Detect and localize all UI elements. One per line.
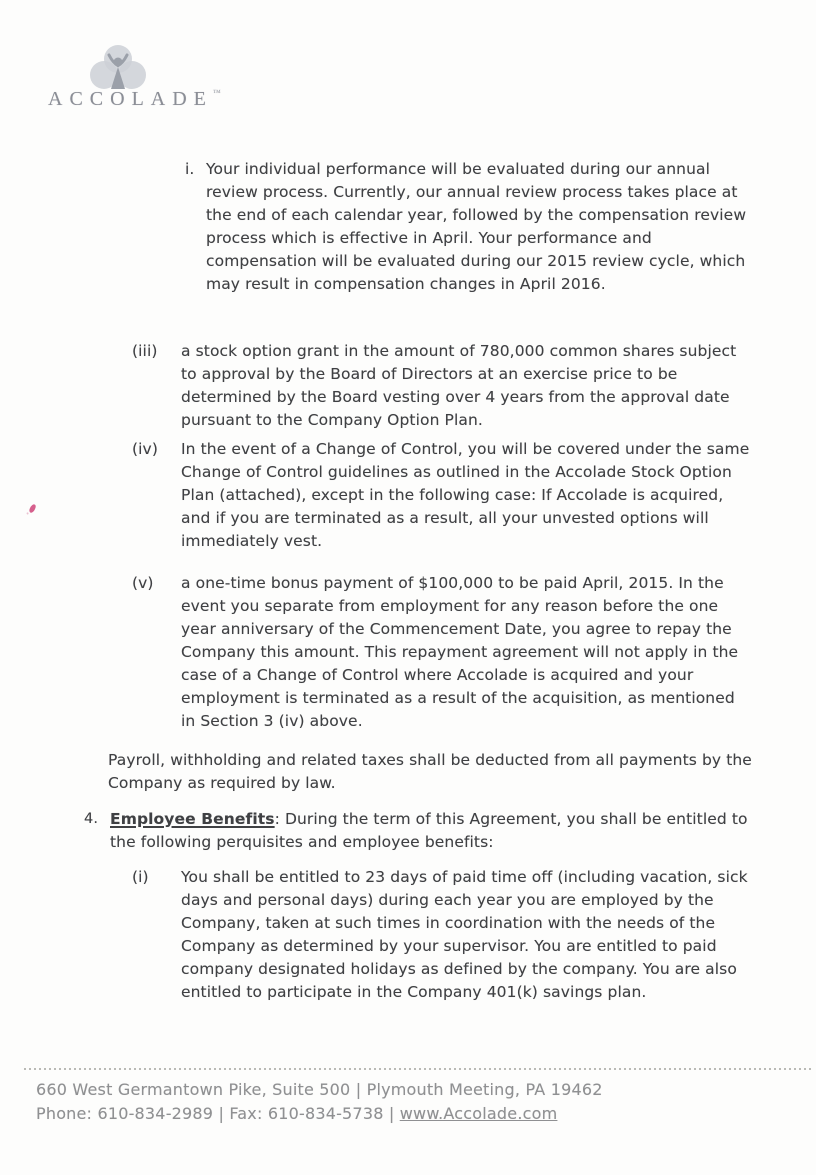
section-4-employee-benefits (84, 808, 756, 854)
list-item-text: Your individual performance will be evaluated during our annual review process. Currently, our annual review process takes place at the end of each calendar year, followed by the compensation review process which is effective in April. Your performance and compensation will be evaluated during our 2015 review cycle, which may result in compensation changes in April 2016. (206, 160, 747, 293)
list-marker: (iii) (132, 342, 158, 360)
ink-speck (28, 503, 36, 513)
list-item-text: In the event of a Change of Control, you will be covered under the same Change of Control guidelines as outlined in the Accolade Stock Option Plan (attached), except in the following case: If Accolade is acquired, and if you are terminated as a result, all your unvested options will immediately vest. (181, 440, 750, 550)
accolade-logo (88, 42, 150, 92)
list-marker: i. (185, 160, 195, 178)
list-item-i-paid-time-off (132, 866, 752, 1004)
list-item-iii-stock-option (132, 340, 752, 432)
accolade-wordmark (48, 88, 221, 111)
section-number: 4. (84, 811, 99, 827)
list-item-i-performance (185, 158, 755, 296)
payroll-paragraph: Payroll, withholding and related taxes shall be deducted from all payments by the Company as required by law. (108, 751, 752, 792)
list-marker: (i) (132, 868, 149, 886)
list-item-v-bonus-payment (132, 572, 752, 733)
accolade-logo-icon (88, 42, 150, 92)
section-4-text (110, 808, 756, 854)
list-marker: (iv) (132, 440, 158, 458)
footer-contact-line (36, 1102, 557, 1126)
list-item-text: a stock option grant in the amount of 780,000 common shares subject to approval by the Board of Directors at an exercise price to be determined by the Board vesting over 4 years from the approval date pursuant to the Company Option Plan. (181, 342, 737, 429)
section-4-heading: Employee Benefits (110, 810, 275, 828)
footer-divider (24, 1068, 814, 1070)
list-item-text: a one-time bonus payment of $100,000 to be paid April, 2015. In the event you separate from employment for any reason before the one year anniversary of the Commencement Date, you agree to repay the Company this amount. This repayment agreement will not apply in the case of a Change of Control where Accolade is acquired and your employment is terminated as a result of the acquisition, as mentioned in Section 3 (iv) above. (181, 574, 739, 730)
footer-address: 660 West Germantown Pike, Suite 500 | Plymouth Meeting, PA 19462 (36, 1080, 603, 1099)
footer-website-link[interactable]: www.Accolade.com (399, 1104, 558, 1123)
footer-phone-fax: Phone: 610-834-2989 | Fax: 610-834-5738 | (36, 1104, 400, 1123)
list-item-text: You shall be entitled to 23 days of paid time off (including vacation, sick days and personal days) during each year you are employed by the Company, taken at such times in coordination with the needs of the Company as determined by your supervisor. You are entitled to paid company designated holidays as defined by the company. You are also entitled to participate in the Company 401(k) savings plan. (181, 868, 748, 1001)
list-item-iv-change-of-control (132, 438, 752, 553)
section-4-body: : During the term of this Agreement, you shall be entitled to the following perquisites and employee benefits: (110, 810, 748, 851)
list-marker: (v) (132, 574, 154, 592)
accolade-wordmark-text: ACCOLADE (48, 88, 213, 110)
trademark-symbol: ™ (212, 88, 221, 97)
